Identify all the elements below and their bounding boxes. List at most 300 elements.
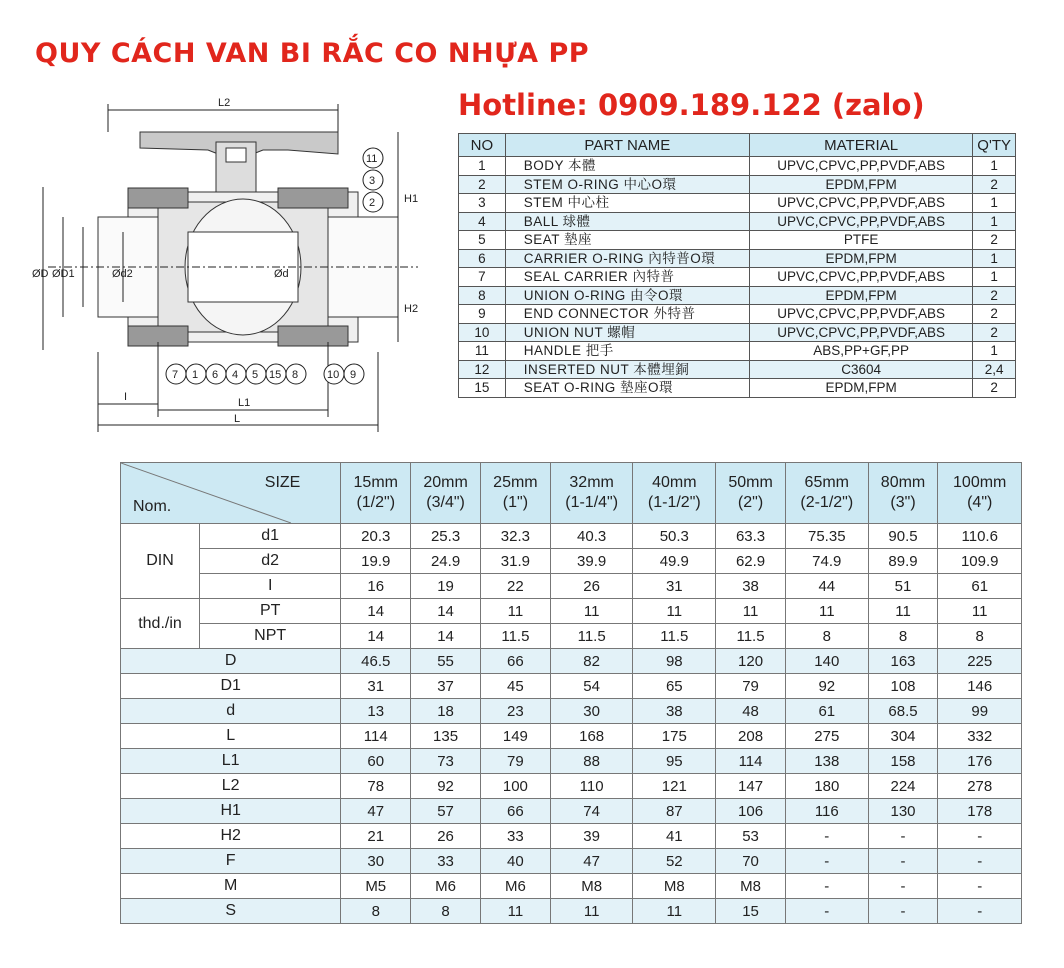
size-inch: (3"): [890, 494, 916, 511]
spec-cell: 19: [411, 574, 481, 599]
spec-cell: 47: [341, 799, 411, 824]
spec-cell: 38: [716, 574, 786, 599]
part-material: UPVC,CPVC,PP,PVDF,ABS: [749, 212, 972, 231]
spec-cell: M8: [633, 874, 716, 899]
part-qty: 2,4: [973, 360, 1016, 379]
spec-cell: 54: [550, 674, 633, 699]
part-qty: 1: [973, 157, 1016, 176]
parts-row: [459, 305, 1016, 324]
spec-cell: 32.3: [480, 524, 550, 549]
spec-row: [121, 824, 1022, 849]
spec-cell: 57: [411, 799, 481, 824]
part-qty: 2: [973, 323, 1016, 342]
spec-cell: 61: [938, 574, 1022, 599]
spec-cell: 135: [411, 724, 481, 749]
parts-row: [459, 268, 1016, 287]
row-label: D: [121, 649, 341, 674]
part-name: END CONNECTOR 外特普: [505, 305, 749, 324]
spec-cell: 11: [550, 899, 633, 924]
size-mm: 40mm: [652, 474, 697, 491]
spec-cell: -: [785, 874, 868, 899]
part-no: 12: [459, 360, 506, 379]
spec-row: [121, 899, 1022, 924]
spec-cell: 149: [480, 724, 550, 749]
part-no: 15: [459, 379, 506, 398]
spec-cell: 18: [411, 699, 481, 724]
part-material: C3604: [749, 360, 972, 379]
spec-cell: 114: [716, 749, 786, 774]
spec-cell: 66: [480, 649, 550, 674]
size-inch: (1-1/2"): [647, 494, 701, 511]
spec-cell: 31.9: [480, 549, 550, 574]
spec-cell: 11: [480, 899, 550, 924]
dim-label: Ød: [274, 268, 289, 280]
row-label: NPT: [200, 624, 341, 649]
dim-label: Ød2: [112, 268, 133, 280]
part-name: UNION NUT 螺帽: [505, 323, 749, 342]
row-label: d: [121, 699, 341, 724]
spec-cell: 40.3: [550, 524, 633, 549]
spec-cell: 50.3: [633, 524, 716, 549]
callout-number: 4: [232, 369, 239, 381]
spec-cell: 304: [868, 724, 938, 749]
spec-cell: 60: [341, 749, 411, 774]
spec-cell: -: [785, 824, 868, 849]
parts-row: [459, 323, 1016, 342]
spec-cell: 106: [716, 799, 786, 824]
parts-row: [459, 212, 1016, 231]
spec-cell: -: [785, 849, 868, 874]
spec-row: [121, 674, 1022, 699]
spec-cell: 158: [868, 749, 938, 774]
page-title: QUY CÁCH VAN BI RẮC CO NHỰA PP: [35, 38, 590, 69]
spec-cell: 51: [868, 574, 938, 599]
part-material: EPDM,FPM: [749, 286, 972, 305]
size-mm: 50mm: [728, 474, 773, 491]
spec-cell: 147: [716, 774, 786, 799]
group-label: DIN: [121, 524, 200, 599]
spec-cell: 49.9: [633, 549, 716, 574]
spec-cell: 79: [716, 674, 786, 699]
spec-cell: M8: [716, 874, 786, 899]
spec-cell: 146: [938, 674, 1022, 699]
spec-cell: -: [868, 849, 938, 874]
spec-row: [121, 649, 1022, 674]
size-inch: (3/4"): [426, 494, 465, 511]
spec-cell: 26: [411, 824, 481, 849]
spec-row: [121, 574, 1022, 599]
spec-cell: 11: [633, 899, 716, 924]
part-material: PTFE: [749, 231, 972, 250]
part-qty: 2: [973, 379, 1016, 398]
part-name: INSERTED NUT 本體埋銅: [505, 360, 749, 379]
spec-cell: 16: [341, 574, 411, 599]
spec-row: [121, 774, 1022, 799]
callout-number: 10: [327, 369, 340, 381]
part-no: 6: [459, 249, 506, 268]
callout-number: 15: [269, 369, 282, 381]
spec-cell: 79: [480, 749, 550, 774]
spec-cell: 278: [938, 774, 1022, 799]
size-mm: 100mm: [953, 474, 1007, 491]
size-nom-corner: [121, 463, 341, 524]
hotline-text: Hotline: 0909.189.122 (zalo): [458, 88, 925, 122]
spec-cell: 116: [785, 799, 868, 824]
dim-label: H1: [404, 193, 419, 205]
part-qty: 2: [973, 305, 1016, 324]
parts-row: [459, 231, 1016, 250]
spec-cell: 26: [550, 574, 633, 599]
spec-cell: 176: [938, 749, 1022, 774]
spec-cell: 114: [341, 724, 411, 749]
spec-row: [121, 549, 1022, 574]
spec-cell: 74.9: [785, 549, 868, 574]
spec-row: [121, 699, 1022, 724]
spec-cell: 21: [341, 824, 411, 849]
spec-cell: 8: [411, 899, 481, 924]
spec-cell: -: [938, 899, 1022, 924]
spec-cell: 68.5: [868, 699, 938, 724]
size-mm: 25mm: [493, 474, 538, 491]
spec-cell: 98: [633, 649, 716, 674]
parts-table: [458, 133, 1016, 398]
spec-cell: 19.9: [341, 549, 411, 574]
size-inch: (1-1/4"): [565, 494, 619, 511]
row-label: H2: [121, 824, 341, 849]
row-label: F: [121, 849, 341, 874]
spec-cell: 121: [633, 774, 716, 799]
part-name: UNION O-RING 由令O環: [505, 286, 749, 305]
spec-cell: 11: [716, 599, 786, 624]
col-header: MATERIAL: [749, 134, 972, 157]
part-qty: 2: [973, 175, 1016, 194]
part-material: EPDM,FPM: [749, 249, 972, 268]
part-qty: 1: [973, 212, 1016, 231]
spec-cell: -: [938, 874, 1022, 899]
spec-cell: 224: [868, 774, 938, 799]
part-qty: 2: [973, 231, 1016, 250]
spec-cell: 38: [633, 699, 716, 724]
size-inch: (2"): [737, 494, 764, 511]
spec-cell: 180: [785, 774, 868, 799]
spec-cell: 74: [550, 799, 633, 824]
part-material: UPVC,CPVC,PP,PVDF,ABS: [749, 194, 972, 213]
size-header: [785, 463, 868, 524]
spec-cell: 82: [550, 649, 633, 674]
spec-cell: 13: [341, 699, 411, 724]
size-inch: (4"): [967, 494, 993, 511]
spec-cell: 88: [550, 749, 633, 774]
spec-cell: 40: [480, 849, 550, 874]
col-header: PART NAME: [505, 134, 749, 157]
spec-cell: 130: [868, 799, 938, 824]
group-label: thd./in: [121, 599, 200, 649]
spec-cell: 66: [480, 799, 550, 824]
spec-cell: 109.9: [938, 549, 1022, 574]
spec-row: [121, 849, 1022, 874]
spec-cell: 75.35: [785, 524, 868, 549]
spec-row: [121, 749, 1022, 774]
spec-cell: 31: [341, 674, 411, 699]
dim-label: L: [234, 413, 241, 425]
spec-cell: 110.6: [938, 524, 1022, 549]
row-label: S: [121, 899, 341, 924]
col-header: Q'TY: [973, 134, 1016, 157]
part-name: HANDLE 把手: [505, 342, 749, 361]
part-material: UPVC,CPVC,PP,PVDF,ABS: [749, 323, 972, 342]
part-material: UPVC,CPVC,PP,PVDF,ABS: [749, 157, 972, 176]
spec-cell: 168: [550, 724, 633, 749]
part-qty: 1: [973, 249, 1016, 268]
spec-cell: 332: [938, 724, 1022, 749]
spec-cell: 100: [480, 774, 550, 799]
spec-cell: 11.5: [480, 624, 550, 649]
spec-cell: 11: [785, 599, 868, 624]
size-mm: 15mm: [353, 474, 398, 491]
size-header: [550, 463, 633, 524]
part-name: SEAT 墊座: [505, 231, 749, 250]
part-qty: 1: [973, 342, 1016, 361]
size-header: [411, 463, 481, 524]
spec-cell: 8: [938, 624, 1022, 649]
spec-cell: 24.9: [411, 549, 481, 574]
spec-cell: 20.3: [341, 524, 411, 549]
row-label: L: [121, 724, 341, 749]
part-name: BALL 球體: [505, 212, 749, 231]
part-material: EPDM,FPM: [749, 175, 972, 194]
dim-label: ØD: [32, 268, 49, 280]
spec-cell: 33: [480, 824, 550, 849]
size-header: [480, 463, 550, 524]
spec-cell: 14: [411, 624, 481, 649]
spec-cell: -: [785, 899, 868, 924]
row-label: L1: [121, 749, 341, 774]
callout-number: 2: [369, 197, 376, 209]
part-material: UPVC,CPVC,PP,PVDF,ABS: [749, 268, 972, 287]
spec-cell: 46.5: [341, 649, 411, 674]
size-header: [341, 463, 411, 524]
corner-size-label: SIZE: [264, 474, 301, 491]
row-label: L2: [121, 774, 341, 799]
row-label: D1: [121, 674, 341, 699]
spec-cell: 41: [633, 824, 716, 849]
spec-cell: 55: [411, 649, 481, 674]
part-name: SEAT O-RING 墊座O環: [505, 379, 749, 398]
dim-label: L1: [238, 397, 251, 409]
part-no: 5: [459, 231, 506, 250]
size-header: [868, 463, 938, 524]
spec-cell: 14: [341, 599, 411, 624]
spec-cell: 62.9: [716, 549, 786, 574]
spec-cell: 23: [480, 699, 550, 724]
part-name: STEM O-RING 中心O環: [505, 175, 749, 194]
spec-cell: 11: [633, 599, 716, 624]
part-no: 9: [459, 305, 506, 324]
parts-row: [459, 379, 1016, 398]
spec-cell: -: [868, 899, 938, 924]
size-inch: (2-1/2"): [800, 494, 854, 511]
spec-cell: 78: [341, 774, 411, 799]
spec-cell: 90.5: [868, 524, 938, 549]
callout-number: 1: [192, 369, 199, 381]
part-material: ABS,PP+GF,PP: [749, 342, 972, 361]
spec-cell: 163: [868, 649, 938, 674]
parts-row: [459, 360, 1016, 379]
spec-cell: 225: [938, 649, 1022, 674]
row-label: M: [121, 874, 341, 899]
spec-cell: 37: [411, 674, 481, 699]
spec-cell: 30: [341, 849, 411, 874]
size-header: [716, 463, 786, 524]
spec-cell: 45: [480, 674, 550, 699]
callout-number: 5: [252, 369, 259, 381]
spec-cell: 63.3: [716, 524, 786, 549]
spec-cell: 275: [785, 724, 868, 749]
part-qty: 1: [973, 268, 1016, 287]
part-no: 3: [459, 194, 506, 213]
spec-cell: M6: [480, 874, 550, 899]
spec-cell: 70: [716, 849, 786, 874]
valve-drawing: [28, 92, 428, 437]
spec-cell: 39: [550, 824, 633, 849]
spec-row: [121, 874, 1022, 899]
spec-cell: 140: [785, 649, 868, 674]
spec-cell: 8: [341, 899, 411, 924]
part-name: STEM 中心柱: [505, 194, 749, 213]
spec-cell: 33: [411, 849, 481, 874]
spec-cell: 11: [868, 599, 938, 624]
spec-cell: 47: [550, 849, 633, 874]
part-no: 4: [459, 212, 506, 231]
parts-row: [459, 157, 1016, 176]
row-label: PT: [200, 599, 341, 624]
part-name: BODY 本體: [505, 157, 749, 176]
dim-label: I: [124, 391, 128, 403]
part-no: 11: [459, 342, 506, 361]
spec-cell: 53: [716, 824, 786, 849]
part-qty: 2: [973, 286, 1016, 305]
part-no: 7: [459, 268, 506, 287]
spec-row: [121, 599, 1022, 624]
spec-cell: 175: [633, 724, 716, 749]
corner-nom-label: Nom.: [133, 498, 172, 515]
size-inch: (1"): [502, 494, 529, 511]
part-name: SEAL CARRIER 內特普: [505, 268, 749, 287]
spec-cell: 25.3: [411, 524, 481, 549]
spec-cell: 108: [868, 674, 938, 699]
spec-cell: M8: [550, 874, 633, 899]
parts-row: [459, 342, 1016, 361]
spec-cell: -: [938, 824, 1022, 849]
spec-cell: -: [868, 874, 938, 899]
spec-cell: 30: [550, 699, 633, 724]
spec-cell: -: [938, 849, 1022, 874]
spec-cell: 8: [868, 624, 938, 649]
size-mm: 80mm: [880, 474, 926, 491]
row-label: d2: [200, 549, 341, 574]
spec-cell: 8: [785, 624, 868, 649]
spec-cell: 208: [716, 724, 786, 749]
spec-cell: 92: [411, 774, 481, 799]
part-no: 10: [459, 323, 506, 342]
parts-row: [459, 286, 1016, 305]
spec-cell: 11.5: [716, 624, 786, 649]
callout-number: 11: [366, 153, 378, 165]
callout-number: 3: [369, 175, 376, 187]
spec-cell: 14: [341, 624, 411, 649]
row-label: d1: [200, 524, 341, 549]
spec-cell: 65: [633, 674, 716, 699]
parts-row: [459, 175, 1016, 194]
spec-table: [120, 462, 1022, 924]
part-material: EPDM,FPM: [749, 379, 972, 398]
spec-cell: 73: [411, 749, 481, 774]
col-header: NO: [459, 134, 506, 157]
size-mm: 32mm: [569, 474, 614, 491]
dim-label: H2: [404, 303, 419, 315]
spec-cell: 110: [550, 774, 633, 799]
callout-number: 6: [212, 369, 219, 381]
spec-cell: 61: [785, 699, 868, 724]
spec-cell: M5: [341, 874, 411, 899]
spec-row: [121, 524, 1022, 549]
spec-cell: 11.5: [550, 624, 633, 649]
spec-cell: 39.9: [550, 549, 633, 574]
parts-row: [459, 249, 1016, 268]
size-mm: 20mm: [423, 474, 468, 491]
spec-row: [121, 799, 1022, 824]
spec-cell: 11: [480, 599, 550, 624]
size-header: [938, 463, 1022, 524]
spec-cell: 87: [633, 799, 716, 824]
size-header: [633, 463, 716, 524]
spec-cell: 11: [938, 599, 1022, 624]
spec-cell: 14: [411, 599, 481, 624]
callout-number: 8: [292, 369, 299, 381]
part-material: UPVC,CPVC,PP,PVDF,ABS: [749, 305, 972, 324]
parts-row: [459, 194, 1016, 213]
spec-cell: 15: [716, 899, 786, 924]
size-inch: (1/2"): [356, 494, 396, 511]
dim-label: ØD1: [52, 268, 75, 280]
row-label: H1: [121, 799, 341, 824]
spec-cell: 48: [716, 699, 786, 724]
spec-cell: 92: [785, 674, 868, 699]
row-label: I: [200, 574, 341, 599]
spec-cell: 44: [785, 574, 868, 599]
spec-cell: 99: [938, 699, 1022, 724]
part-qty: 1: [973, 194, 1016, 213]
callout-number: 9: [350, 369, 357, 381]
part-name: CARRIER O-RING 內特普O環: [505, 249, 749, 268]
callout-number: 7: [172, 369, 179, 381]
spec-cell: 178: [938, 799, 1022, 824]
part-no: 8: [459, 286, 506, 305]
spec-cell: 138: [785, 749, 868, 774]
part-no: 2: [459, 175, 506, 194]
dim-label: L2: [218, 97, 231, 109]
part-no: 1: [459, 157, 506, 176]
spec-cell: 52: [633, 849, 716, 874]
spec-cell: 11: [550, 599, 633, 624]
size-mm: 65mm: [804, 474, 849, 491]
spec-cell: 31: [633, 574, 716, 599]
spec-cell: 95: [633, 749, 716, 774]
spec-row: [121, 624, 1022, 649]
spec-cell: M6: [411, 874, 481, 899]
spec-row: [121, 724, 1022, 749]
spec-cell: 120: [716, 649, 786, 674]
